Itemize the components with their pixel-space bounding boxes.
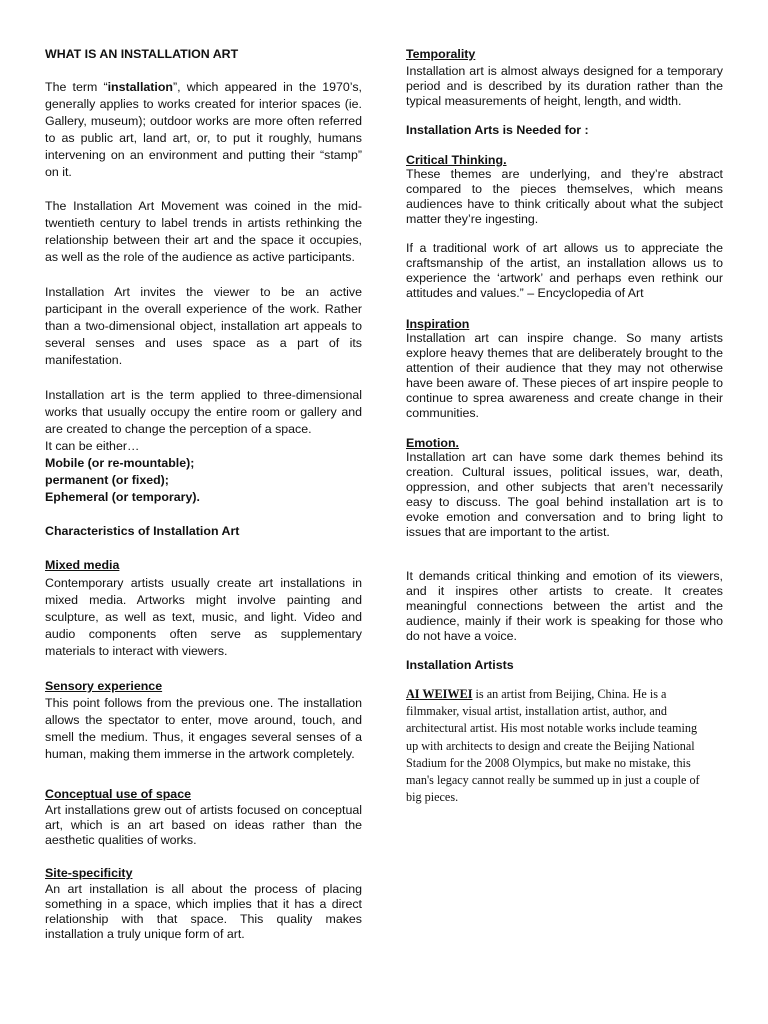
- intro-paragraph: [45, 79, 362, 181]
- artist-line-5: Stadium for the 2008 Olympics, but make no mistake, this: [406, 755, 691, 770]
- three-dimensional-paragraph: Installation art is the term applied to three-dimensional works that usually occupy the entire room or gallery and are created to change the perception of a space.: [45, 388, 362, 436]
- emotion-text: Installation art can have some dark themes behind its creation. Cultural issues, political issues, war, death, oppression, and other subjects that aren’t necessarily easy to discuss. The goal behind installation art is to evoke emotion and conversation and to bring light to issues that are important to the artist.: [406, 450, 723, 539]
- inspiration-heading: Inspiration: [406, 317, 470, 331]
- kind-permanent: permanent (or fixed);: [45, 473, 169, 487]
- mixed-media-text: Contemporary artists usually create art installations in mixed media. Artworks might involve painting and sculpture, as well as text, music, and light. Video and audio components often serve as supplementary materials to interact with viewers.: [45, 576, 362, 658]
- traditional-text: If a traditional work of art allows us to appreciate the craftsmanship of the artist, an installation allows us to experience the ‘artwork’ and perhaps even rethink our attitudes and values.” – Encyclopedia of Art: [406, 241, 723, 300]
- installation-term: installation: [107, 80, 173, 94]
- mixed-media-heading: Mixed media: [45, 558, 120, 572]
- conceptual-text: Art installations grew out of artists focused on conceptual art, which is an art based on ideas rather than the aesthetic qualities of works.: [45, 803, 362, 847]
- characteristics-heading: Characteristics of Installation Art: [45, 524, 240, 538]
- conceptual-heading: Conceptual use of space: [45, 787, 191, 801]
- intro-text-pre: The term “: [45, 80, 108, 94]
- site-heading: Site-specificity: [45, 866, 133, 880]
- temporality-heading: Temporality: [406, 47, 476, 61]
- temporality-text: Installation art is almost always designed for a temporary period and is described by its duration rather than the typical measurements of height, length, and width.: [406, 64, 723, 108]
- artist-line-1: [406, 686, 723, 703]
- page-title: WHAT IS AN INSTALLATION ART: [45, 47, 239, 61]
- critical-heading: Critical Thinking.: [406, 153, 507, 167]
- sensory-text: This point follows from the previous one. The installation allows the spectator to enter, move around, touch, and smell the medium. Thus, it engages several senses of a human, making them immerse in the artwork completely.: [45, 696, 362, 761]
- kind-mobile: Mobile (or re-mountable);: [45, 456, 195, 470]
- artist-line-7: big pieces.: [406, 790, 459, 805]
- emotion-heading: Emotion.: [406, 436, 459, 450]
- sensory-heading: Sensory experience: [45, 679, 163, 693]
- either-text: It can be either…: [45, 439, 140, 453]
- artist-line-6: man's legacy cannot really be summed up in just a couple of: [406, 773, 700, 788]
- artist-line-2: filmmaker, visual artist, installation artist, author, and: [406, 704, 667, 719]
- kind-ephemeral: Ephemeral (or temporary).: [45, 490, 200, 504]
- artist-paragraph: [406, 686, 723, 806]
- site-text: An art installation is all about the process of placing something in a space, which implies that it has a direct relationship with that space. This quality makes installation a truly unique form of art.: [45, 882, 362, 941]
- needed-heading: Installation Arts is Needed for :: [406, 123, 589, 137]
- inspiration-text: Installation art can inspire change. So many artists explore heavy themes that are deliberately brought to the attention of their audience that they may not otherwise have been aware of. These pieces of art inspire people to continue to sprea awareness and create change in their communities.: [406, 331, 723, 420]
- artist-line-3: architectural artist. His most notable works include teaming: [406, 721, 698, 736]
- demands-text: It demands critical thinking and emotion of its viewers, and it inspires other artists to create. It creates meaningful connections between the artist and the audience, mainly if their work is speaking for those who do not have a voice.: [406, 569, 723, 643]
- artists-heading: Installation Artists: [406, 658, 514, 672]
- artist-name: AI WEIWEI: [406, 687, 473, 701]
- artist-line-4: up with architects to design and create the Beijing National: [406, 738, 695, 753]
- intro-text-post: ”, which appeared in the 1970’s, generally applies to works created for interior spaces (ie. Gallery, museum); outdoor works are more often referred to as public art, land art, or, to put it roughly, humans intervening on an environment and putting their “stamp” on it.: [45, 80, 362, 179]
- critical-text: These themes are underlying, and they’re abstract compared to the pieces themselves, which means audiences have to think critically about what the subject matter they’re ingesting.: [406, 167, 723, 226]
- invites-paragraph: Installation Art invites the viewer to be an active participant in the overall experience of the work. Rather than a two-dimensional object, installation art appeals to several senses and uses space as a part of its manifestation.: [45, 285, 362, 367]
- artist-text-1: is an artist from Beijing, China. He is a: [472, 687, 667, 701]
- movement-paragraph: The Installation Art Movement was coined in the mid-twentieth century to label trends in artists rethinking the relationship between their art and the space it occupies, as well as the role of the audience as active participants.: [45, 199, 362, 264]
